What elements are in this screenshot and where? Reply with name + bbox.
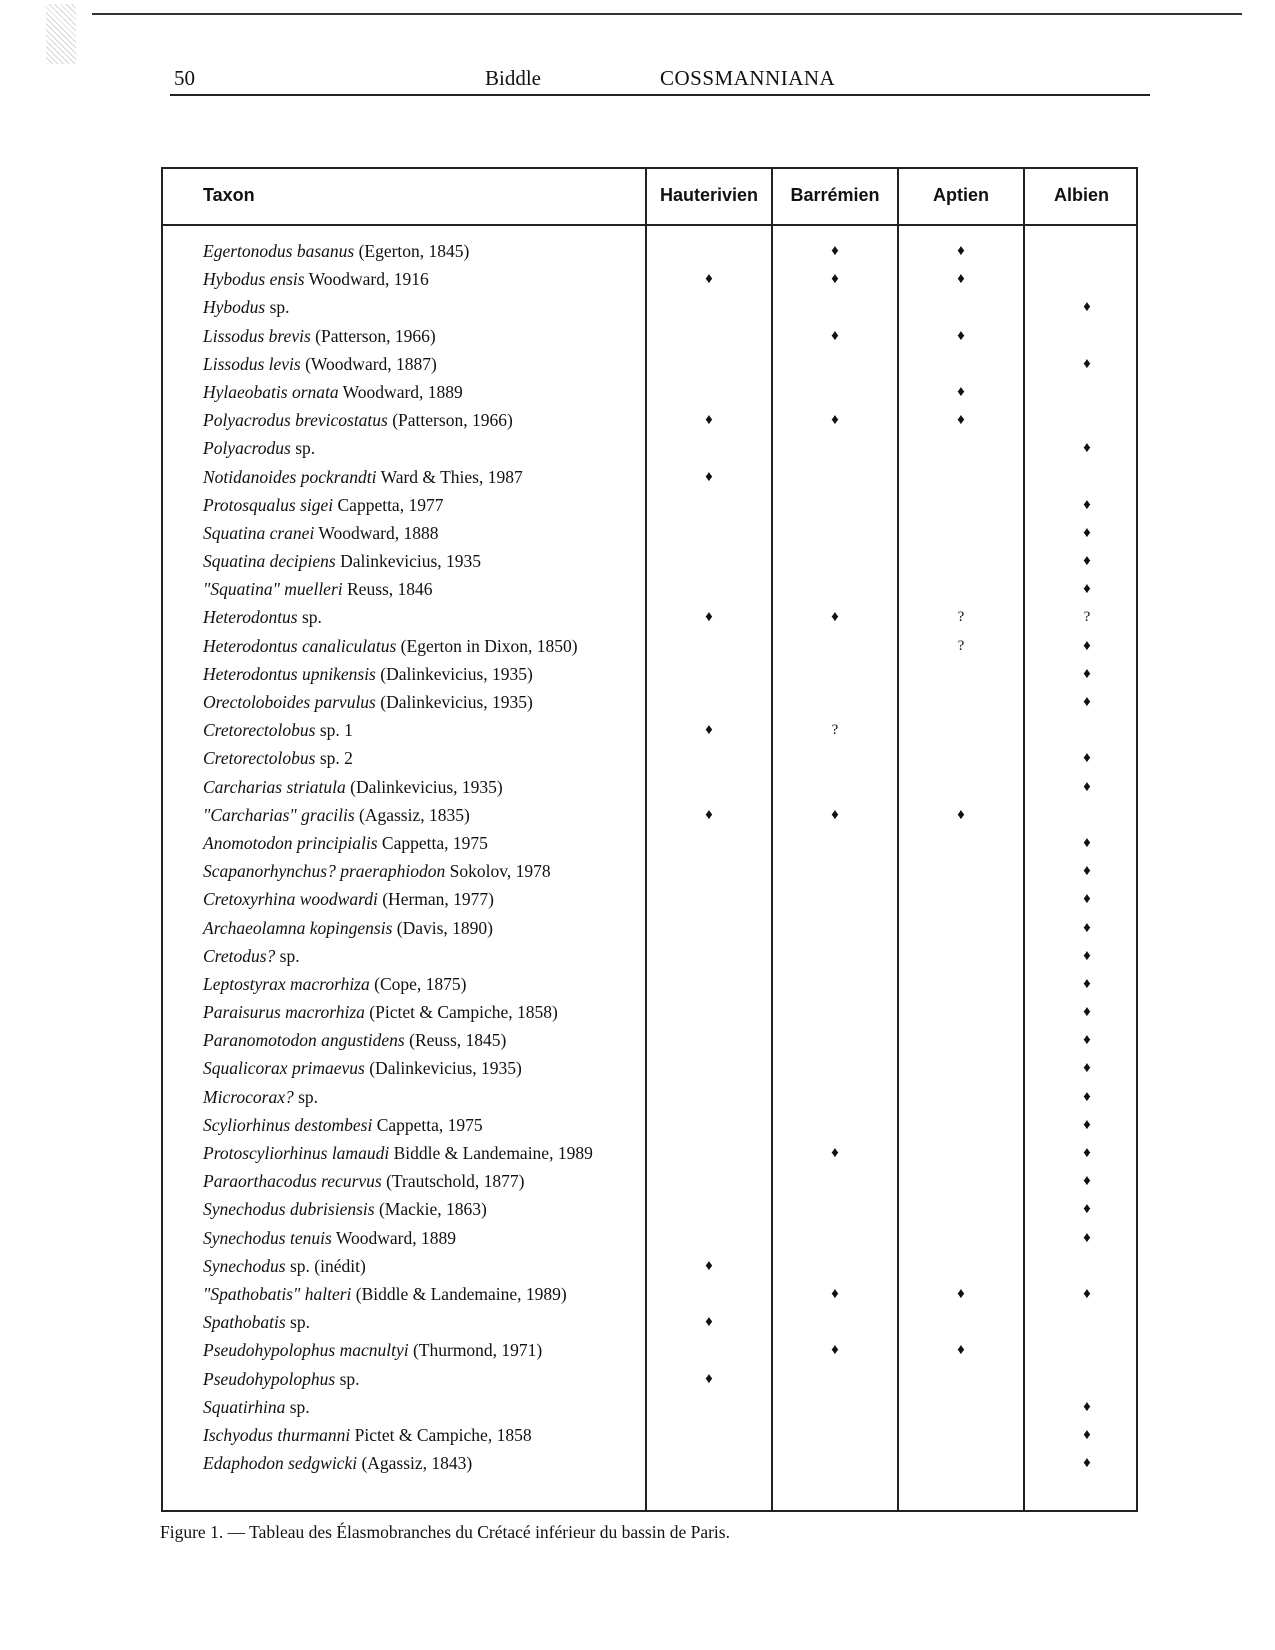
occurrence-mark: ♦ bbox=[1083, 1201, 1091, 1218]
taxon-cell bbox=[203, 801, 643, 829]
table-row bbox=[163, 857, 1136, 885]
column-header-hauterivien: Hauterivien bbox=[659, 185, 759, 205]
taxon-name: Cretorectolobus bbox=[203, 720, 316, 741]
occurrence-mark: ♦ bbox=[1083, 919, 1091, 936]
occurrence-mark: ♦ bbox=[831, 243, 839, 259]
occurrence-mark: ♦ bbox=[1083, 891, 1091, 908]
taxon-cell bbox=[203, 434, 643, 462]
taxon-cell bbox=[203, 575, 643, 603]
taxon-authority: Woodward, 1889 bbox=[338, 381, 463, 402]
occurrence-mark: ♦ bbox=[831, 1342, 839, 1359]
taxon-cell bbox=[203, 1336, 643, 1364]
occurrence-mark: ♦ bbox=[1083, 524, 1091, 541]
table-row bbox=[163, 378, 1136, 406]
taxon-name: Synechodus tenuis bbox=[203, 1227, 332, 1248]
taxon-name: Heterodontus bbox=[203, 607, 298, 628]
taxon-authority: Woodward, 1889 bbox=[331, 1227, 456, 1248]
taxon-name: Spathobatis bbox=[203, 1312, 286, 1333]
occurrence-mark: ♦ bbox=[957, 243, 965, 259]
table-row bbox=[163, 773, 1136, 801]
occurrence-mark: ♦ bbox=[705, 1370, 713, 1387]
table-row bbox=[163, 1308, 1136, 1336]
column-header-aptien: Aptien bbox=[933, 185, 989, 205]
taxon-cell bbox=[203, 237, 643, 265]
occurrence-mark: ♦ bbox=[1083, 1060, 1091, 1077]
table-row bbox=[163, 970, 1136, 998]
table-row bbox=[163, 1224, 1136, 1252]
taxon-name: Leptostyrax macrorhiza bbox=[203, 973, 370, 994]
occurrence-mark: ♦ bbox=[957, 383, 965, 400]
scan-speckle bbox=[46, 4, 76, 64]
taxon-cell bbox=[203, 463, 643, 491]
taxon-cell bbox=[203, 1224, 643, 1252]
running-header bbox=[170, 62, 1150, 96]
taxon-cell bbox=[203, 744, 643, 772]
table-row bbox=[163, 434, 1136, 462]
taxon-name: Pseudohypolophus macnultyi bbox=[203, 1340, 409, 1361]
taxon-name: Orectoloboides parvulus bbox=[203, 692, 376, 712]
occurrence-mark: ♦ bbox=[831, 327, 839, 344]
table-row bbox=[163, 603, 1136, 631]
taxon-authority: Cappetta, 1977 bbox=[333, 494, 444, 515]
taxon-cell bbox=[203, 1421, 643, 1449]
table-row bbox=[163, 1393, 1136, 1421]
taxon-name: Squatina cranei bbox=[203, 522, 315, 543]
taxon-authority: (Dalinkevicius, 1935) bbox=[345, 776, 503, 797]
taxon-authority: Cappetta, 1975 bbox=[377, 832, 488, 853]
taxon-name: Lissodus levis bbox=[203, 353, 301, 374]
taxon-name: Protoscyliorhinus lamaudi bbox=[203, 1143, 390, 1163]
taxon-name: Squatirhina bbox=[203, 1396, 286, 1417]
table-row bbox=[163, 1252, 1136, 1280]
taxon-authority: (Agassiz, 1843) bbox=[357, 1453, 473, 1474]
table-row bbox=[163, 265, 1136, 293]
taxon-cell bbox=[203, 1365, 643, 1393]
taxon-authority: (Dalinkevicius, 1935) bbox=[375, 663, 533, 684]
table-row bbox=[163, 1280, 1136, 1308]
taxon-authority: (Biddle & Landemaine, 1989) bbox=[351, 1283, 567, 1304]
table-row bbox=[163, 1449, 1136, 1477]
taxon-authority: Cappetta, 1975 bbox=[372, 1114, 483, 1135]
occurrence-mark: ♦ bbox=[1083, 440, 1091, 457]
taxon-cell bbox=[203, 857, 643, 885]
occurrence-mark: ♦ bbox=[1083, 1455, 1091, 1472]
page-number: 50 bbox=[174, 66, 195, 90]
taxon-authority: sp. (inédit) bbox=[285, 1255, 366, 1276]
taxon-authority: sp. bbox=[335, 1368, 360, 1389]
taxon-authority: sp. bbox=[285, 1396, 310, 1417]
occurrence-mark: ♦ bbox=[705, 722, 713, 739]
occurrence-mark: ♦ bbox=[957, 1342, 965, 1359]
taxon-name: Microcorax? bbox=[203, 1086, 294, 1107]
taxon-authority: sp. 2 bbox=[315, 748, 353, 769]
taxon-cell bbox=[203, 773, 643, 801]
taxon-cell bbox=[203, 1054, 643, 1082]
taxon-authority: sp. bbox=[290, 438, 316, 459]
occurrence-mark: ? bbox=[831, 722, 839, 739]
occurrence-mark: ♦ bbox=[957, 271, 965, 288]
taxon-cell bbox=[203, 914, 643, 942]
occurrence-mark: ♦ bbox=[831, 271, 839, 288]
taxon-cell bbox=[203, 350, 643, 378]
occurrence-mark: ♦ bbox=[1083, 947, 1091, 964]
column-header-taxon: Taxon bbox=[203, 185, 255, 205]
table-row bbox=[163, 1365, 1136, 1393]
taxon-cell bbox=[203, 885, 643, 913]
table-row bbox=[163, 801, 1136, 829]
taxon-authority: sp. bbox=[297, 607, 322, 628]
table-row bbox=[163, 547, 1136, 575]
occurrence-mark: ♦ bbox=[1083, 496, 1091, 513]
occurrence-mark: ♦ bbox=[1083, 863, 1091, 880]
taxon-authority: (Herman, 1977) bbox=[377, 889, 495, 910]
taxon-name: Cretodus? bbox=[203, 945, 276, 966]
table-row bbox=[163, 1026, 1136, 1054]
occurrence-mark: ♦ bbox=[831, 806, 839, 823]
taxon-authority: (Thurmond, 1971) bbox=[408, 1340, 543, 1361]
table-row bbox=[163, 829, 1136, 857]
taxon-name: Lissodus brevis bbox=[203, 325, 311, 346]
taxon-name: Ischyodus thurmanni bbox=[203, 1424, 351, 1445]
taxon-name: "Squatina" muelleri bbox=[203, 579, 343, 600]
taxon-cell bbox=[203, 547, 643, 575]
occurrence-mark: ♦ bbox=[1083, 694, 1091, 710]
occurrence-mark: ♦ bbox=[1083, 778, 1091, 795]
table-row bbox=[163, 998, 1136, 1026]
journal-title: COSSMANNIANA bbox=[660, 66, 836, 90]
taxon-name: Anomotodon principialis bbox=[203, 832, 378, 853]
taxon-authority: Woodward, 1888 bbox=[314, 522, 439, 543]
taxon-name: Heterodontus canaliculatus bbox=[203, 635, 397, 656]
occurrence-mark: ♦ bbox=[1083, 834, 1091, 851]
taxon-name: Synechodus dubrisiensis bbox=[203, 1199, 375, 1220]
taxon-cell bbox=[203, 1252, 643, 1280]
taxon-cell bbox=[203, 716, 643, 744]
occurrence-mark: ♦ bbox=[957, 412, 965, 429]
table-row bbox=[163, 350, 1136, 378]
occurrence-mark: ♦ bbox=[1083, 1173, 1091, 1190]
taxon-authority: sp. bbox=[275, 945, 300, 966]
occurrence-mark: ♦ bbox=[1083, 1088, 1091, 1105]
taxon-authority: (Dalinkevicius, 1935) bbox=[364, 1058, 522, 1079]
table-row bbox=[163, 716, 1136, 744]
occurrence-mark: ♦ bbox=[1083, 355, 1091, 372]
occurrence-mark: ♦ bbox=[1083, 637, 1091, 654]
table-row bbox=[163, 688, 1136, 716]
taxon-authority: (Davis, 1890) bbox=[392, 917, 493, 938]
table-row bbox=[163, 322, 1136, 350]
taxon-cell bbox=[203, 378, 643, 406]
taxon-cell bbox=[203, 970, 643, 998]
taxon-name: Squalicorax primaevus bbox=[203, 1058, 365, 1079]
taxon-cell bbox=[203, 1308, 643, 1336]
taxon-name: Hybodus bbox=[203, 297, 266, 318]
taxon-cell bbox=[203, 1280, 643, 1308]
taxon-name: Polyacrodus brevicostatus bbox=[203, 410, 388, 431]
taxon-cell bbox=[203, 632, 643, 660]
taxon-authority: sp. 1 bbox=[315, 720, 353, 741]
taxon-cell bbox=[203, 603, 643, 631]
table-row bbox=[163, 660, 1136, 688]
taxon-authority: (Reuss, 1845) bbox=[404, 1030, 507, 1051]
taxon-cell bbox=[203, 1139, 643, 1167]
occurrence-mark: ♦ bbox=[1083, 1145, 1091, 1161]
occurrence-mark: ♦ bbox=[1083, 1116, 1091, 1133]
occurrence-mark: ♦ bbox=[705, 1314, 713, 1331]
occurrence-mark: ♦ bbox=[705, 609, 713, 626]
taxon-name: Scyliorhinus destombesi bbox=[203, 1114, 373, 1135]
occurrence-mark: ♦ bbox=[705, 468, 713, 485]
taxon-authority: Biddle & Landemaine, 1989 bbox=[389, 1143, 593, 1163]
taxon-authority: Pictet & Campiche, 1858 bbox=[350, 1424, 532, 1445]
occurrence-mark: ♦ bbox=[1083, 1004, 1091, 1021]
occurrence-mark: ♦ bbox=[1083, 665, 1091, 682]
occurrence-mark: ♦ bbox=[957, 806, 965, 823]
occurrence-mark: ♦ bbox=[831, 609, 839, 626]
taxon-authority: Dalinkevicius, 1935 bbox=[335, 551, 482, 572]
occurrence-mark: ♦ bbox=[1083, 1285, 1091, 1302]
table-row bbox=[163, 1139, 1136, 1167]
occurrence-mark: ♦ bbox=[705, 806, 713, 823]
taxon-name: Squatina decipiens bbox=[203, 551, 336, 572]
occurrence-mark: ♦ bbox=[1083, 1229, 1091, 1246]
taxon-cell bbox=[203, 1393, 643, 1421]
taxon-name: Heterodontus upnikensis bbox=[203, 663, 376, 684]
taxon-name: Pseudohypolophus bbox=[203, 1368, 336, 1389]
taxon-authority: (Egerton in Dixon, 1850) bbox=[396, 635, 578, 656]
taxon-authority: Woodward, 1916 bbox=[304, 269, 429, 290]
occurrence-mark: ♦ bbox=[831, 1285, 839, 1302]
occurrence-mark: ? bbox=[957, 609, 965, 626]
table-row bbox=[163, 293, 1136, 321]
taxon-name: "Spathobatis" halteri bbox=[203, 1283, 352, 1304]
taxon-authority: (Woodward, 1887) bbox=[300, 353, 437, 374]
taxon-authority: Reuss, 1846 bbox=[342, 579, 433, 600]
occurrence-mark: ♦ bbox=[705, 1257, 713, 1274]
taxon-authority: Sokolov, 1978 bbox=[445, 861, 551, 882]
occurrence-mark: ? bbox=[1083, 609, 1091, 626]
table-row bbox=[163, 519, 1136, 547]
taxon-authority: Ward & Thies, 1987 bbox=[376, 466, 523, 487]
occurrence-mark: ♦ bbox=[1083, 553, 1091, 570]
top-rule bbox=[92, 13, 1242, 15]
table-row bbox=[163, 1054, 1136, 1082]
taxon-cell bbox=[203, 688, 643, 716]
taxon-cell bbox=[203, 1449, 643, 1477]
header-rule bbox=[163, 224, 1136, 226]
table-row bbox=[163, 491, 1136, 519]
table-row bbox=[163, 914, 1136, 942]
taxon-cell bbox=[203, 265, 643, 293]
taxon-cell bbox=[203, 519, 643, 547]
column-header-albien: Albien bbox=[1053, 185, 1109, 205]
table-row bbox=[163, 1195, 1136, 1223]
taxon-authority: (Cope, 1875) bbox=[369, 973, 467, 994]
taxon-authority: sp. bbox=[285, 1312, 310, 1333]
taxon-name: Carcharias striatula bbox=[203, 776, 346, 797]
author-name: Biddle bbox=[485, 66, 541, 90]
occurrence-mark: ♦ bbox=[1083, 1032, 1091, 1049]
taxon-authority: (Dalinkevicius, 1935) bbox=[375, 692, 533, 712]
taxon-cell bbox=[203, 1167, 643, 1195]
taxon-name: Paranomotodon angustidens bbox=[203, 1030, 405, 1051]
taxon-authority: (Trautschold, 1877) bbox=[381, 1171, 525, 1192]
table-row bbox=[163, 1167, 1136, 1195]
table-row bbox=[163, 1083, 1136, 1111]
taxon-authority: (Patterson, 1966) bbox=[310, 325, 436, 346]
taxon-cell bbox=[203, 660, 643, 688]
occurrence-mark: ♦ bbox=[831, 412, 839, 429]
taxon-cell bbox=[203, 491, 643, 519]
table-row bbox=[163, 406, 1136, 434]
taxon-name: "Carcharias" gracilis bbox=[203, 804, 355, 825]
taxon-authority: (Agassiz, 1835) bbox=[354, 804, 470, 825]
occurrence-mark: ♦ bbox=[1083, 581, 1091, 598]
taxon-name: Cretorectolobus bbox=[203, 748, 316, 769]
taxon-name: Scapanorhynchus? praeraphiodon bbox=[203, 861, 446, 882]
taxon-cell bbox=[203, 293, 643, 321]
taxon-authority: sp. bbox=[265, 297, 290, 318]
taxon-authority: (Patterson, 1966) bbox=[387, 410, 513, 431]
taxon-name: Edaphodon sedgwicki bbox=[203, 1453, 358, 1474]
occurrence-mark: ♦ bbox=[1083, 975, 1091, 992]
occurrence-mark: ♦ bbox=[957, 1285, 965, 1302]
taxon-cell bbox=[203, 1111, 643, 1139]
occurrence-mark: ? bbox=[957, 637, 965, 654]
occurrence-mark: ♦ bbox=[1083, 1426, 1091, 1443]
table-row bbox=[163, 575, 1136, 603]
table-row bbox=[163, 632, 1136, 660]
taxon-authority: (Mackie, 1863) bbox=[374, 1199, 487, 1220]
table-row bbox=[163, 1111, 1136, 1139]
taxon-name: Notidanoides pockrandti bbox=[203, 466, 377, 487]
taxon-authority: (Egerton, 1845) bbox=[354, 241, 470, 261]
taxon-name: Protosqualus sigei bbox=[203, 494, 334, 515]
taxon-cell bbox=[203, 322, 643, 350]
table-row bbox=[163, 885, 1136, 913]
table-row bbox=[163, 463, 1136, 491]
taxon-cell bbox=[203, 942, 643, 970]
occurrence-mark: ♦ bbox=[1083, 750, 1091, 767]
taxon-name: Paraisurus macrorhiza bbox=[203, 1002, 365, 1023]
table-row bbox=[163, 942, 1136, 970]
figure-caption: Figure 1. — Tableau des Élasmobranches du Crétacé inférieur du bassin de Paris. bbox=[160, 1522, 730, 1542]
taxon-cell bbox=[203, 829, 643, 857]
occurrence-mark: ♦ bbox=[957, 327, 965, 344]
taxon-name: Egertonodus basanus bbox=[203, 241, 355, 261]
taxon-cell bbox=[203, 1083, 643, 1111]
taxon-cell bbox=[203, 1195, 643, 1223]
taxon-name: Polyacrodus bbox=[203, 438, 291, 459]
taxon-name: Archaeolamna kopingensis bbox=[203, 917, 393, 938]
taxon-cell bbox=[203, 1026, 643, 1054]
taxon-name: Paraorthacodus recurvus bbox=[203, 1171, 382, 1192]
table-row bbox=[163, 744, 1136, 772]
table-row bbox=[163, 1336, 1136, 1364]
taxon-cell bbox=[203, 998, 643, 1026]
taxon-authority: sp. bbox=[293, 1086, 319, 1107]
taxon-name: Hylaeobatis ornata bbox=[203, 381, 339, 402]
occurrence-mark: ♦ bbox=[1083, 1398, 1091, 1415]
taxon-name: Hybodus ensis bbox=[203, 269, 305, 290]
taxon-name: Cretoxyrhina woodwardi bbox=[203, 889, 378, 910]
occurrence-mark: ♦ bbox=[705, 271, 713, 288]
taxa-table bbox=[161, 167, 1138, 1512]
taxon-cell bbox=[203, 406, 643, 434]
table-row bbox=[163, 1421, 1136, 1449]
occurrence-mark: ♦ bbox=[705, 412, 713, 429]
column-header-barremien: Barrémien bbox=[790, 185, 880, 205]
occurrence-mark: ♦ bbox=[1083, 299, 1091, 316]
taxon-authority: (Pictet & Campiche, 1858) bbox=[364, 1002, 558, 1023]
table-body bbox=[163, 237, 1136, 1477]
table-row bbox=[163, 237, 1136, 265]
occurrence-mark: ♦ bbox=[831, 1145, 839, 1161]
taxon-name: Synechodus bbox=[203, 1255, 286, 1276]
